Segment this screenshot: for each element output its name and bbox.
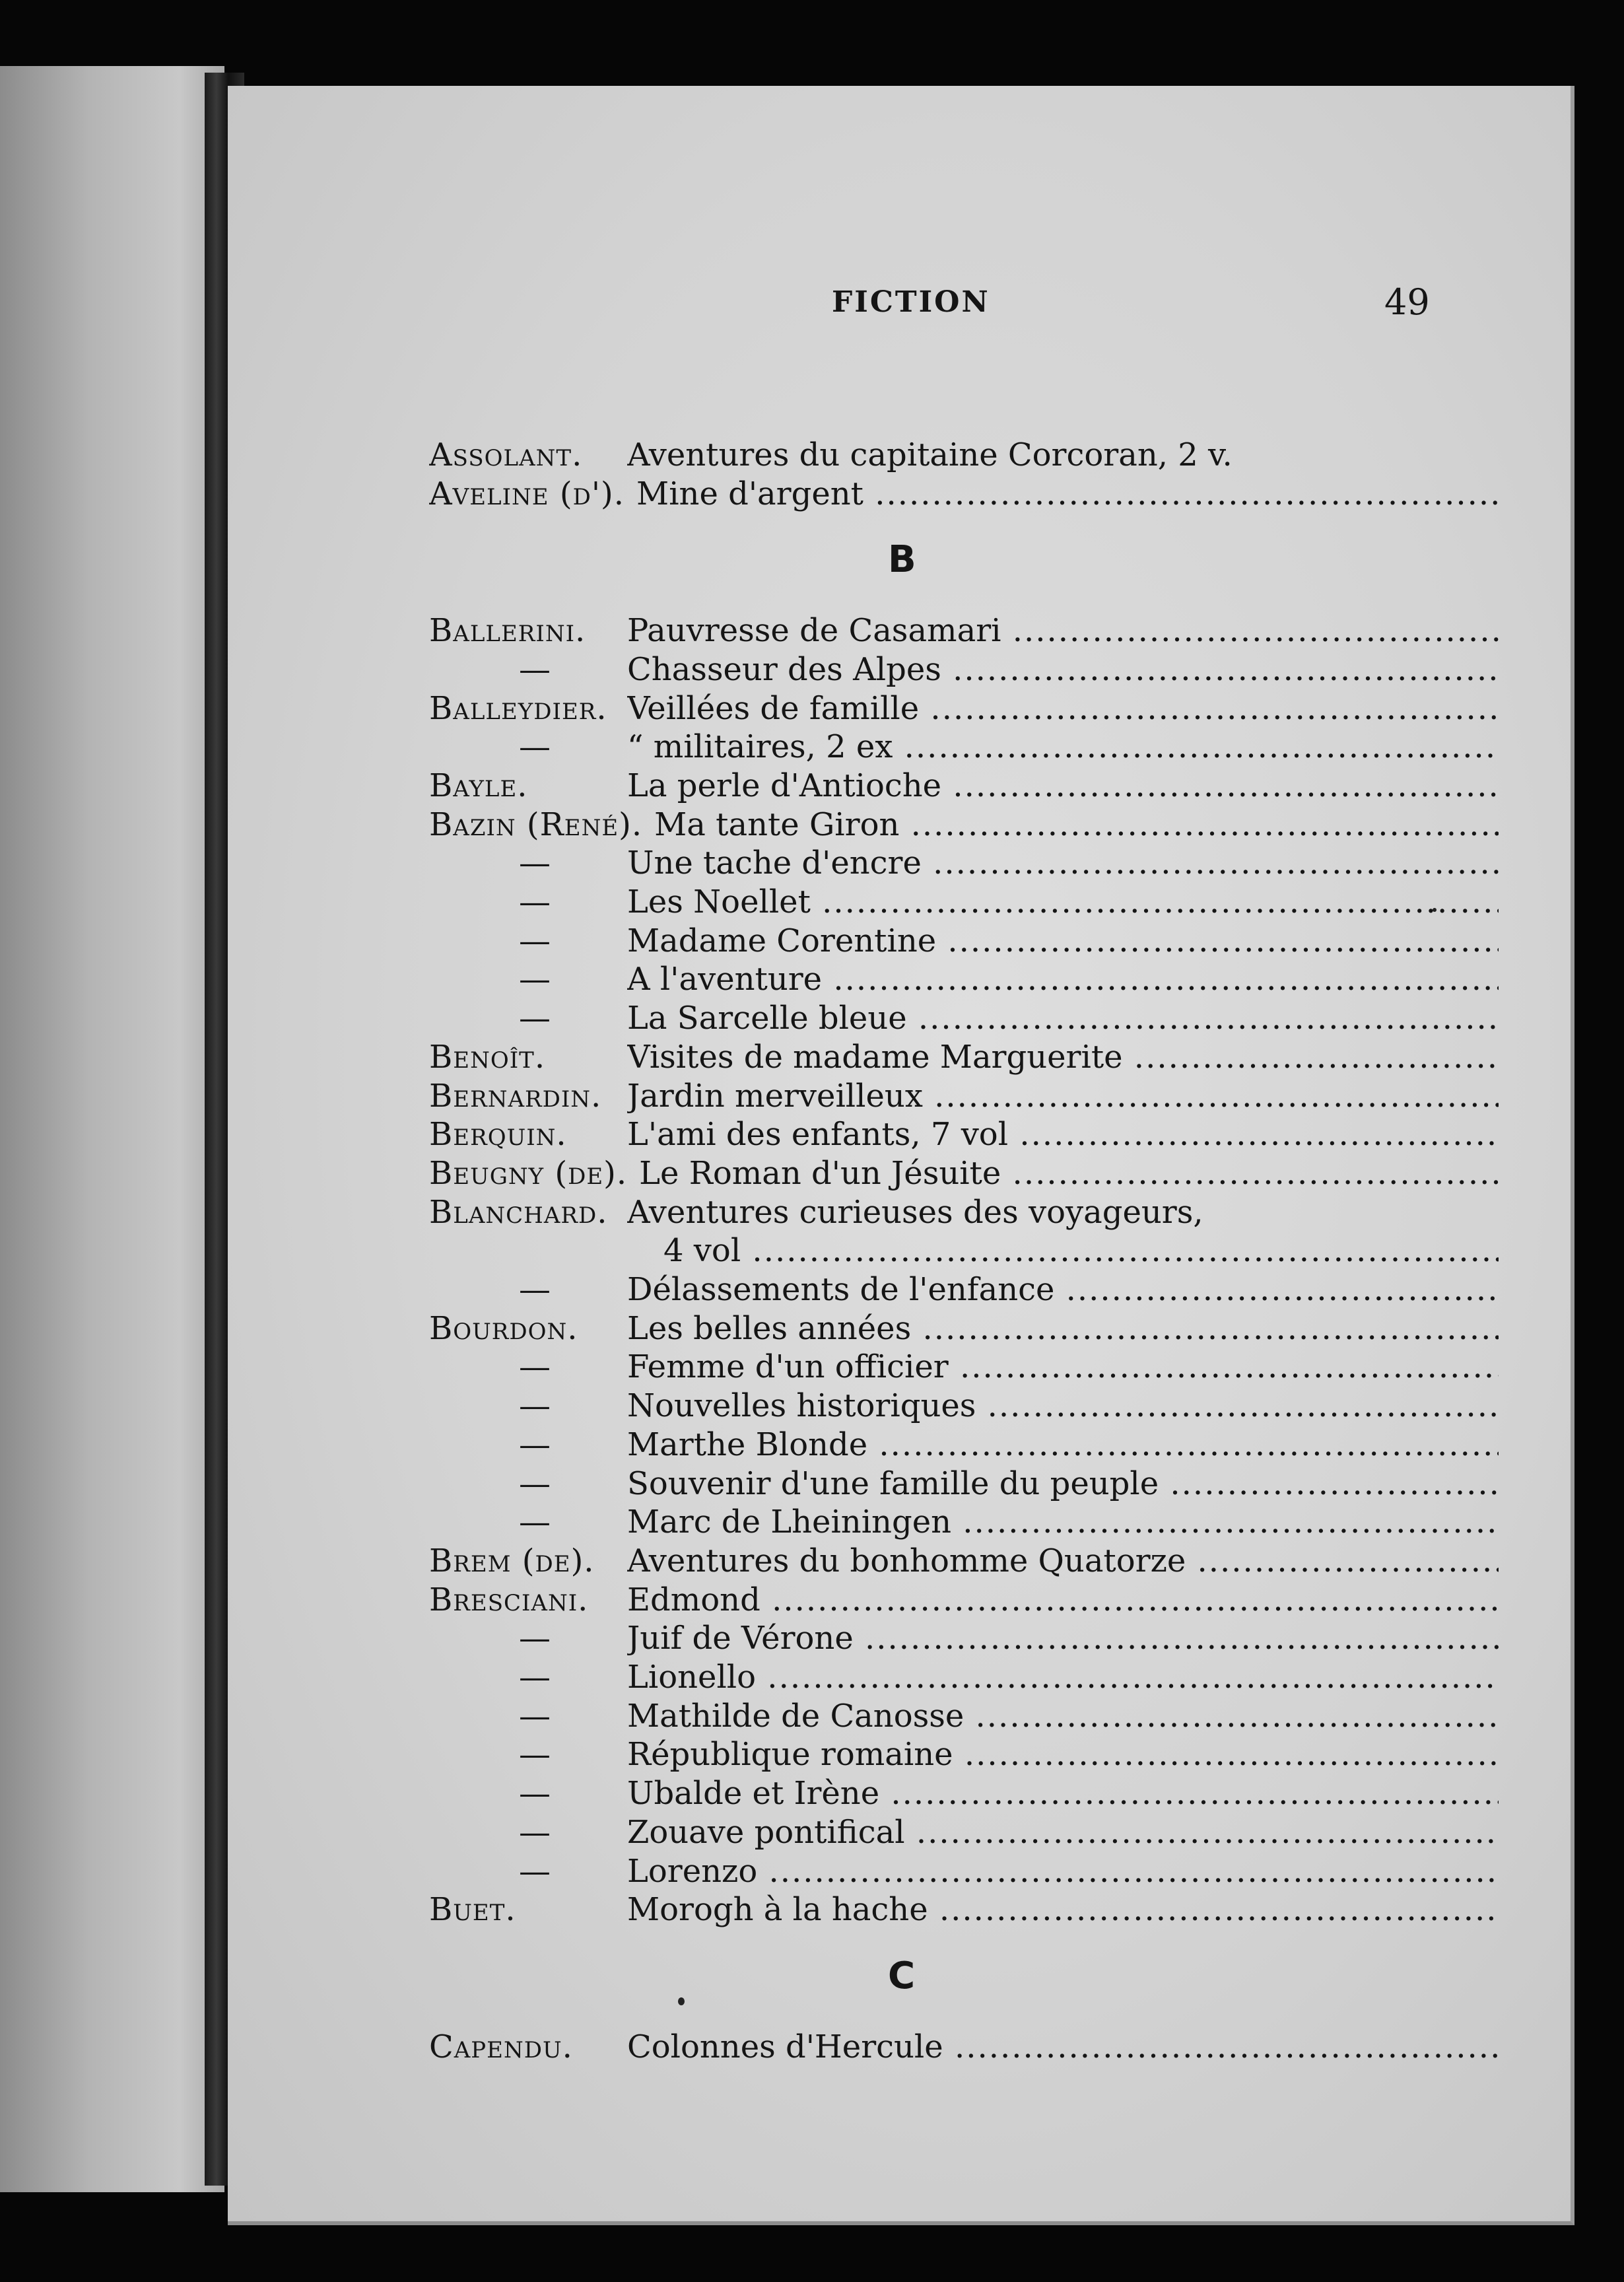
page-content bbox=[228, 86, 1574, 2225]
index-entry bbox=[429, 1348, 1499, 1386]
entry-title bbox=[627, 1465, 1499, 1503]
entry-title bbox=[636, 475, 1499, 513]
ditto-dash: — bbox=[519, 1504, 551, 1541]
entry-title-text: Le Roman d'un Jésuite bbox=[639, 1154, 1001, 1192]
entry-title bbox=[627, 1193, 1499, 1231]
entry-title-text: Les belles années bbox=[627, 1309, 912, 1347]
entry-title-text: Juif de Vérone bbox=[627, 1620, 854, 1657]
entry-title bbox=[627, 1038, 1499, 1076]
entry-title bbox=[627, 1426, 1499, 1464]
index-entry bbox=[429, 960, 1499, 998]
index-entry bbox=[429, 1774, 1499, 1813]
index-entry bbox=[429, 1619, 1499, 1657]
entry-title-text: La perle d'Antioche bbox=[627, 767, 942, 804]
ditto-dash: — bbox=[519, 1852, 551, 1890]
entry-title bbox=[627, 650, 1499, 689]
index-entry bbox=[429, 806, 1499, 844]
entry-title bbox=[627, 1774, 1499, 1813]
index-entry bbox=[429, 650, 1499, 689]
index-entry bbox=[429, 1813, 1499, 1851]
entry-title bbox=[627, 960, 1499, 998]
entry-title bbox=[627, 1503, 1499, 1541]
index-entry bbox=[429, 1890, 1499, 1929]
ditto-dash: — bbox=[519, 1697, 551, 1735]
entry-title-text: Edmond bbox=[627, 1581, 761, 1618]
facing-page-edge bbox=[0, 66, 224, 2192]
entry-title bbox=[627, 1387, 1499, 1425]
entry-title-text: Chasseur des Alpes bbox=[627, 650, 941, 688]
entry-title-text: Marc de Lheiningen bbox=[627, 1504, 952, 1541]
entry-title-text: Ma tante Giron bbox=[654, 806, 900, 843]
entry-author: Aveline (d'). bbox=[429, 475, 625, 512]
entry-title-text: Une tache d'encre bbox=[627, 845, 922, 882]
ditto-dash: — bbox=[519, 728, 551, 766]
entry-title bbox=[627, 1697, 1499, 1735]
index-entry bbox=[429, 1270, 1499, 1309]
entry-title-text: Veillées de famille bbox=[627, 689, 920, 727]
entry-title bbox=[627, 1658, 1499, 1696]
entry-title bbox=[627, 1542, 1499, 1580]
entry-title-text: 4 vol bbox=[663, 1232, 741, 1270]
index-entry bbox=[429, 1193, 1499, 1231]
index-entry bbox=[429, 999, 1499, 1037]
index-entry bbox=[429, 767, 1499, 805]
entry-title-text: Zouave pontifical bbox=[627, 1813, 905, 1851]
index-entry bbox=[429, 1231, 1499, 1270]
section-letter-c: C bbox=[888, 1954, 916, 1997]
entry-title bbox=[627, 999, 1499, 1037]
ditto-dash: — bbox=[519, 1736, 551, 1774]
index-entry bbox=[429, 1581, 1499, 1619]
ditto-dash: — bbox=[519, 1465, 551, 1502]
entry-author: Berquin. bbox=[429, 1116, 567, 1154]
entry-title-text: Madame Corentine bbox=[627, 922, 937, 959]
ditto-dash: — bbox=[519, 1813, 551, 1851]
entry-title bbox=[663, 1231, 1499, 1270]
entry-title-text: Aventures du bonhomme Quatorze bbox=[627, 1542, 1186, 1579]
index-entry bbox=[429, 475, 1499, 513]
index-entry bbox=[429, 1503, 1499, 1541]
entry-author: Balleydier. bbox=[429, 689, 607, 727]
ditto-dash: — bbox=[519, 1659, 551, 1696]
entry-author: Bernardin. bbox=[429, 1077, 602, 1115]
entry-title-text: Morogh à la hache bbox=[627, 1891, 928, 1929]
entry-author: Benoît. bbox=[429, 1038, 546, 1076]
entry-title bbox=[627, 611, 1499, 650]
running-head-title: FICTION bbox=[832, 285, 990, 319]
entry-title-text: “ militaires, 2 ex bbox=[627, 728, 893, 766]
entry-title bbox=[627, 1581, 1499, 1619]
entry-author: Capendu. bbox=[429, 2028, 573, 2065]
index-entry bbox=[429, 1154, 1499, 1193]
entry-title bbox=[627, 689, 1499, 728]
entry-title-text: Marthe Blonde bbox=[627, 1426, 868, 1463]
entry-title bbox=[654, 806, 1499, 844]
entry-title-text: Pauvresse de Casamari bbox=[627, 612, 1001, 650]
ditto-dash: — bbox=[519, 1271, 551, 1308]
index-entry bbox=[429, 436, 1499, 474]
entry-title bbox=[627, 1890, 1499, 1929]
entry-title bbox=[627, 883, 1499, 921]
entry-title bbox=[627, 1270, 1499, 1309]
book-page bbox=[228, 86, 1574, 2225]
entry-title-text: Délassements de l'enfance bbox=[627, 1271, 1055, 1308]
entry-title-text: Souvenir d'une famille du peuple bbox=[627, 1465, 1159, 1502]
index-entry bbox=[429, 844, 1499, 882]
entry-title-text: Ubalde et Irène bbox=[627, 1775, 880, 1813]
entry-title bbox=[639, 1154, 1499, 1193]
entry-title-text: Lionello bbox=[627, 1659, 757, 1696]
index-entry bbox=[429, 2028, 1499, 2066]
index-entry bbox=[429, 728, 1499, 766]
entry-author: Ballerini. bbox=[429, 612, 586, 650]
entry-title bbox=[627, 1813, 1499, 1851]
running-head bbox=[228, 277, 1574, 324]
entry-title-text: Lorenzo bbox=[627, 1852, 758, 1890]
entry-title bbox=[627, 844, 1499, 882]
ditto-dash: — bbox=[519, 1775, 551, 1813]
index-entry bbox=[429, 1852, 1499, 1890]
entry-author: Buet. bbox=[429, 1891, 516, 1929]
entry-author: Assolant. bbox=[429, 436, 583, 473]
ditto-dash: — bbox=[519, 1387, 551, 1425]
entry-title bbox=[627, 1735, 1499, 1774]
ditto-dash: — bbox=[519, 961, 551, 998]
entry-title-text: A l'aventure bbox=[627, 961, 823, 998]
entry-title bbox=[627, 1852, 1499, 1890]
entry-author: Bourdon. bbox=[429, 1309, 578, 1347]
entry-title-text: Femme d'un officier bbox=[627, 1348, 949, 1386]
ditto-dash: — bbox=[519, 845, 551, 882]
index-entry bbox=[429, 611, 1499, 650]
entry-author: Beugny (de). bbox=[429, 1154, 628, 1192]
entry-title bbox=[627, 1115, 1499, 1154]
entry-title bbox=[627, 1619, 1499, 1657]
entry-title bbox=[627, 728, 1499, 766]
entry-author: Bazin (René). bbox=[429, 806, 643, 843]
index-entry bbox=[429, 1542, 1499, 1580]
ditto-dash: — bbox=[519, 1000, 551, 1037]
entry-title-text: Mine d'argent bbox=[636, 475, 863, 512]
entry-author: Bayle. bbox=[429, 767, 528, 804]
entry-title bbox=[627, 436, 1499, 474]
index-entry bbox=[429, 1465, 1499, 1503]
entry-title-text: L'ami des enfants, 7 vol bbox=[627, 1116, 1009, 1154]
index-entry bbox=[429, 1426, 1499, 1464]
index-entry bbox=[429, 1115, 1499, 1154]
index-entry bbox=[429, 1077, 1499, 1115]
entry-title-text: Visites de madame Marguerite bbox=[627, 1038, 1123, 1076]
ditto-dash: — bbox=[519, 883, 551, 920]
entry-title-text: Mathilde de Canosse bbox=[627, 1697, 964, 1735]
entry-author: Bresciani. bbox=[429, 1581, 589, 1618]
index-entry bbox=[429, 1038, 1499, 1076]
entry-title-text: République romaine bbox=[627, 1736, 953, 1774]
index-entry bbox=[429, 689, 1499, 728]
entry-title-text: La Sarcelle bleue bbox=[627, 1000, 907, 1037]
entry-title bbox=[627, 2028, 1499, 2066]
entry-author: Blanchard. bbox=[429, 1193, 608, 1231]
entry-title bbox=[627, 1077, 1499, 1115]
index-entry bbox=[429, 1387, 1499, 1425]
index-entry bbox=[429, 1697, 1499, 1735]
index-entry bbox=[429, 922, 1499, 960]
entry-author: Brem (de). bbox=[429, 1542, 595, 1579]
section-letter-b: B bbox=[888, 538, 916, 582]
entry-title bbox=[627, 922, 1499, 960]
entry-title bbox=[627, 1348, 1499, 1386]
ditto-dash: — bbox=[519, 1426, 551, 1463]
entry-title-text: Aventures du capitaine Corcoran, 2 v. bbox=[627, 436, 1233, 473]
entry-title-text: Aventures curieuses des voyageurs, bbox=[627, 1193, 1203, 1231]
entry-title bbox=[627, 1309, 1499, 1348]
entry-title-text: Jardin merveilleux bbox=[627, 1077, 923, 1115]
ditto-dash: — bbox=[519, 650, 551, 688]
entry-title-text: Les Noellet bbox=[627, 883, 811, 920]
ditto-dash: — bbox=[519, 1348, 551, 1386]
ditto-dash: — bbox=[519, 1620, 551, 1657]
entry-title-text: Nouvelles historiques bbox=[627, 1387, 976, 1425]
entry-title bbox=[627, 767, 1499, 805]
ditto-dash: — bbox=[519, 922, 551, 959]
ink-speck bbox=[1433, 908, 1437, 912]
entry-title-text: Colonnes d'Hercule bbox=[627, 2028, 943, 2065]
index-entry bbox=[429, 1658, 1499, 1696]
ink-speck bbox=[678, 1997, 685, 2005]
index-entry bbox=[429, 1735, 1499, 1774]
index-entry bbox=[429, 883, 1499, 921]
index-entry bbox=[429, 1309, 1499, 1348]
page-number: 49 bbox=[1384, 281, 1430, 323]
